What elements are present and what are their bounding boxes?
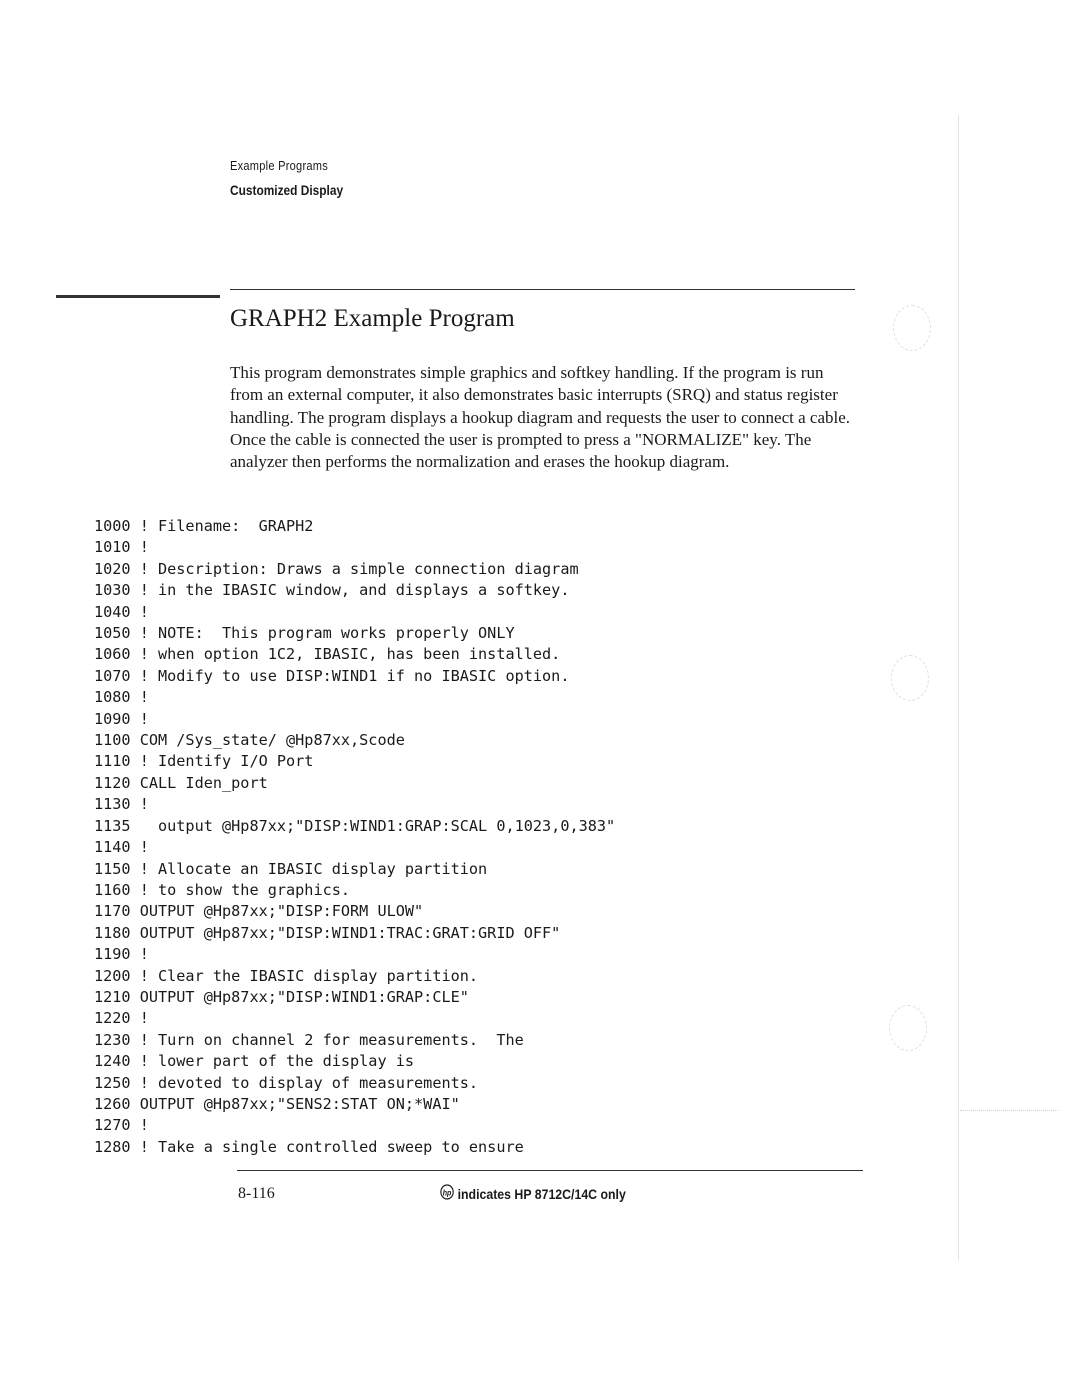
running-header-chapter: Example Programs [230, 158, 329, 173]
section-rule-thick [56, 295, 220, 298]
punch-hole [889, 1005, 927, 1051]
code-line: 1100 COM /Sys_state/ @Hp87xx,Scode [94, 731, 405, 750]
footer-note-text: indicates HP 8712C/14C only [457, 1185, 626, 1202]
code-line: 1000 ! Filename: GRAPH2 [94, 517, 314, 535]
code-line: 1190 ! [94, 945, 149, 964]
code-line: 1120 CALL Iden_port [94, 773, 268, 792]
code-line: 1070 ! Modify to use DISP:WIND1 if no IBASIC option. [94, 666, 570, 685]
code-line: 1135 output @Hp87xx;"DISP:WIND1:GRAP:SCAL 0,1023,0,383" [94, 816, 616, 835]
code-line: 1130 ! [94, 795, 149, 814]
section-rule-thin [230, 289, 855, 290]
footer-rule [237, 1170, 863, 1171]
punch-hole [893, 305, 931, 351]
code-line: 1180 OUTPUT @Hp87xx;"DISP:WIND1:TRAC:GRAT:GRID OFF" [94, 923, 561, 942]
punch-hole [891, 655, 929, 701]
page-title: GRAPH2 Example Program [230, 305, 515, 332]
footer-note [440, 1184, 626, 1203]
hp-logo-icon [440, 1184, 454, 1203]
code-line: 1230 ! Turn on channel 2 for measurements. The [94, 1030, 524, 1049]
code-line: 1220 ! [94, 1009, 149, 1028]
page-edge-line [958, 115, 959, 1260]
code-line: 1200 ! Clear the IBASIC display partition. [94, 966, 479, 985]
running-header-section: Customized Display [230, 182, 344, 198]
code-line: 1170 OUTPUT @Hp87xx;"DISP:FORM ULOW" [94, 902, 424, 921]
code-line: 1250 ! devoted to display of measurements. [94, 1073, 479, 1092]
code-line: 1150 ! Allocate an IBASIC display partition [94, 859, 488, 878]
code-line: 1240 ! lower part of the display is [94, 1052, 415, 1071]
code-line: 1010 ! [94, 538, 149, 557]
code-line: 1090 ! [94, 709, 149, 728]
code-line: 1280 ! Take a single controlled sweep to ensure [94, 1137, 524, 1156]
code-line: 1040 ! [94, 602, 149, 621]
intro-paragraph: This program demonstrates simple graphics and softkey handling. If the program is run from an external computer, it also demonstrates basic interrupts (SRQ) and status register handling. The program displays a hookup diagram and requests the user to connect a cable. Once the cable is connected the user is prompted to press a "NORMALIZE" key. The analyzer then performs the normalization and erases the hookup diagram. [230, 363, 851, 472]
code-line: 1030 ! in the IBASIC window, and displays a softkey. [94, 581, 570, 600]
code-line: 1260 OUTPUT @Hp87xx;"SENS2:STAT ON;*WAI" [94, 1094, 460, 1113]
page-number: 8-116 [238, 1185, 275, 1202]
margin-dotted-line [960, 1110, 1058, 1111]
code-line: 1140 ! [94, 838, 149, 857]
code-listing [94, 516, 615, 1158]
svg-text:hp: hp [442, 1188, 452, 1198]
code-line: 1050 ! NOTE: This program works properly ONLY [94, 624, 515, 643]
code-line: 1160 ! to show the graphics. [94, 880, 351, 899]
code-line: 1080 ! [94, 688, 149, 707]
code-line: 1270 ! [94, 1116, 149, 1135]
code-line: 1210 OUTPUT @Hp87xx;"DISP:WIND1:GRAP:CLE" [94, 987, 469, 1006]
code-line: 1060 ! when option 1C2, IBASIC, has been installed. [94, 645, 561, 664]
code-line: 1110 ! Identify I/O Port [94, 752, 314, 771]
code-line: 1020 ! Description: Draws a simple connection diagram [94, 559, 579, 578]
